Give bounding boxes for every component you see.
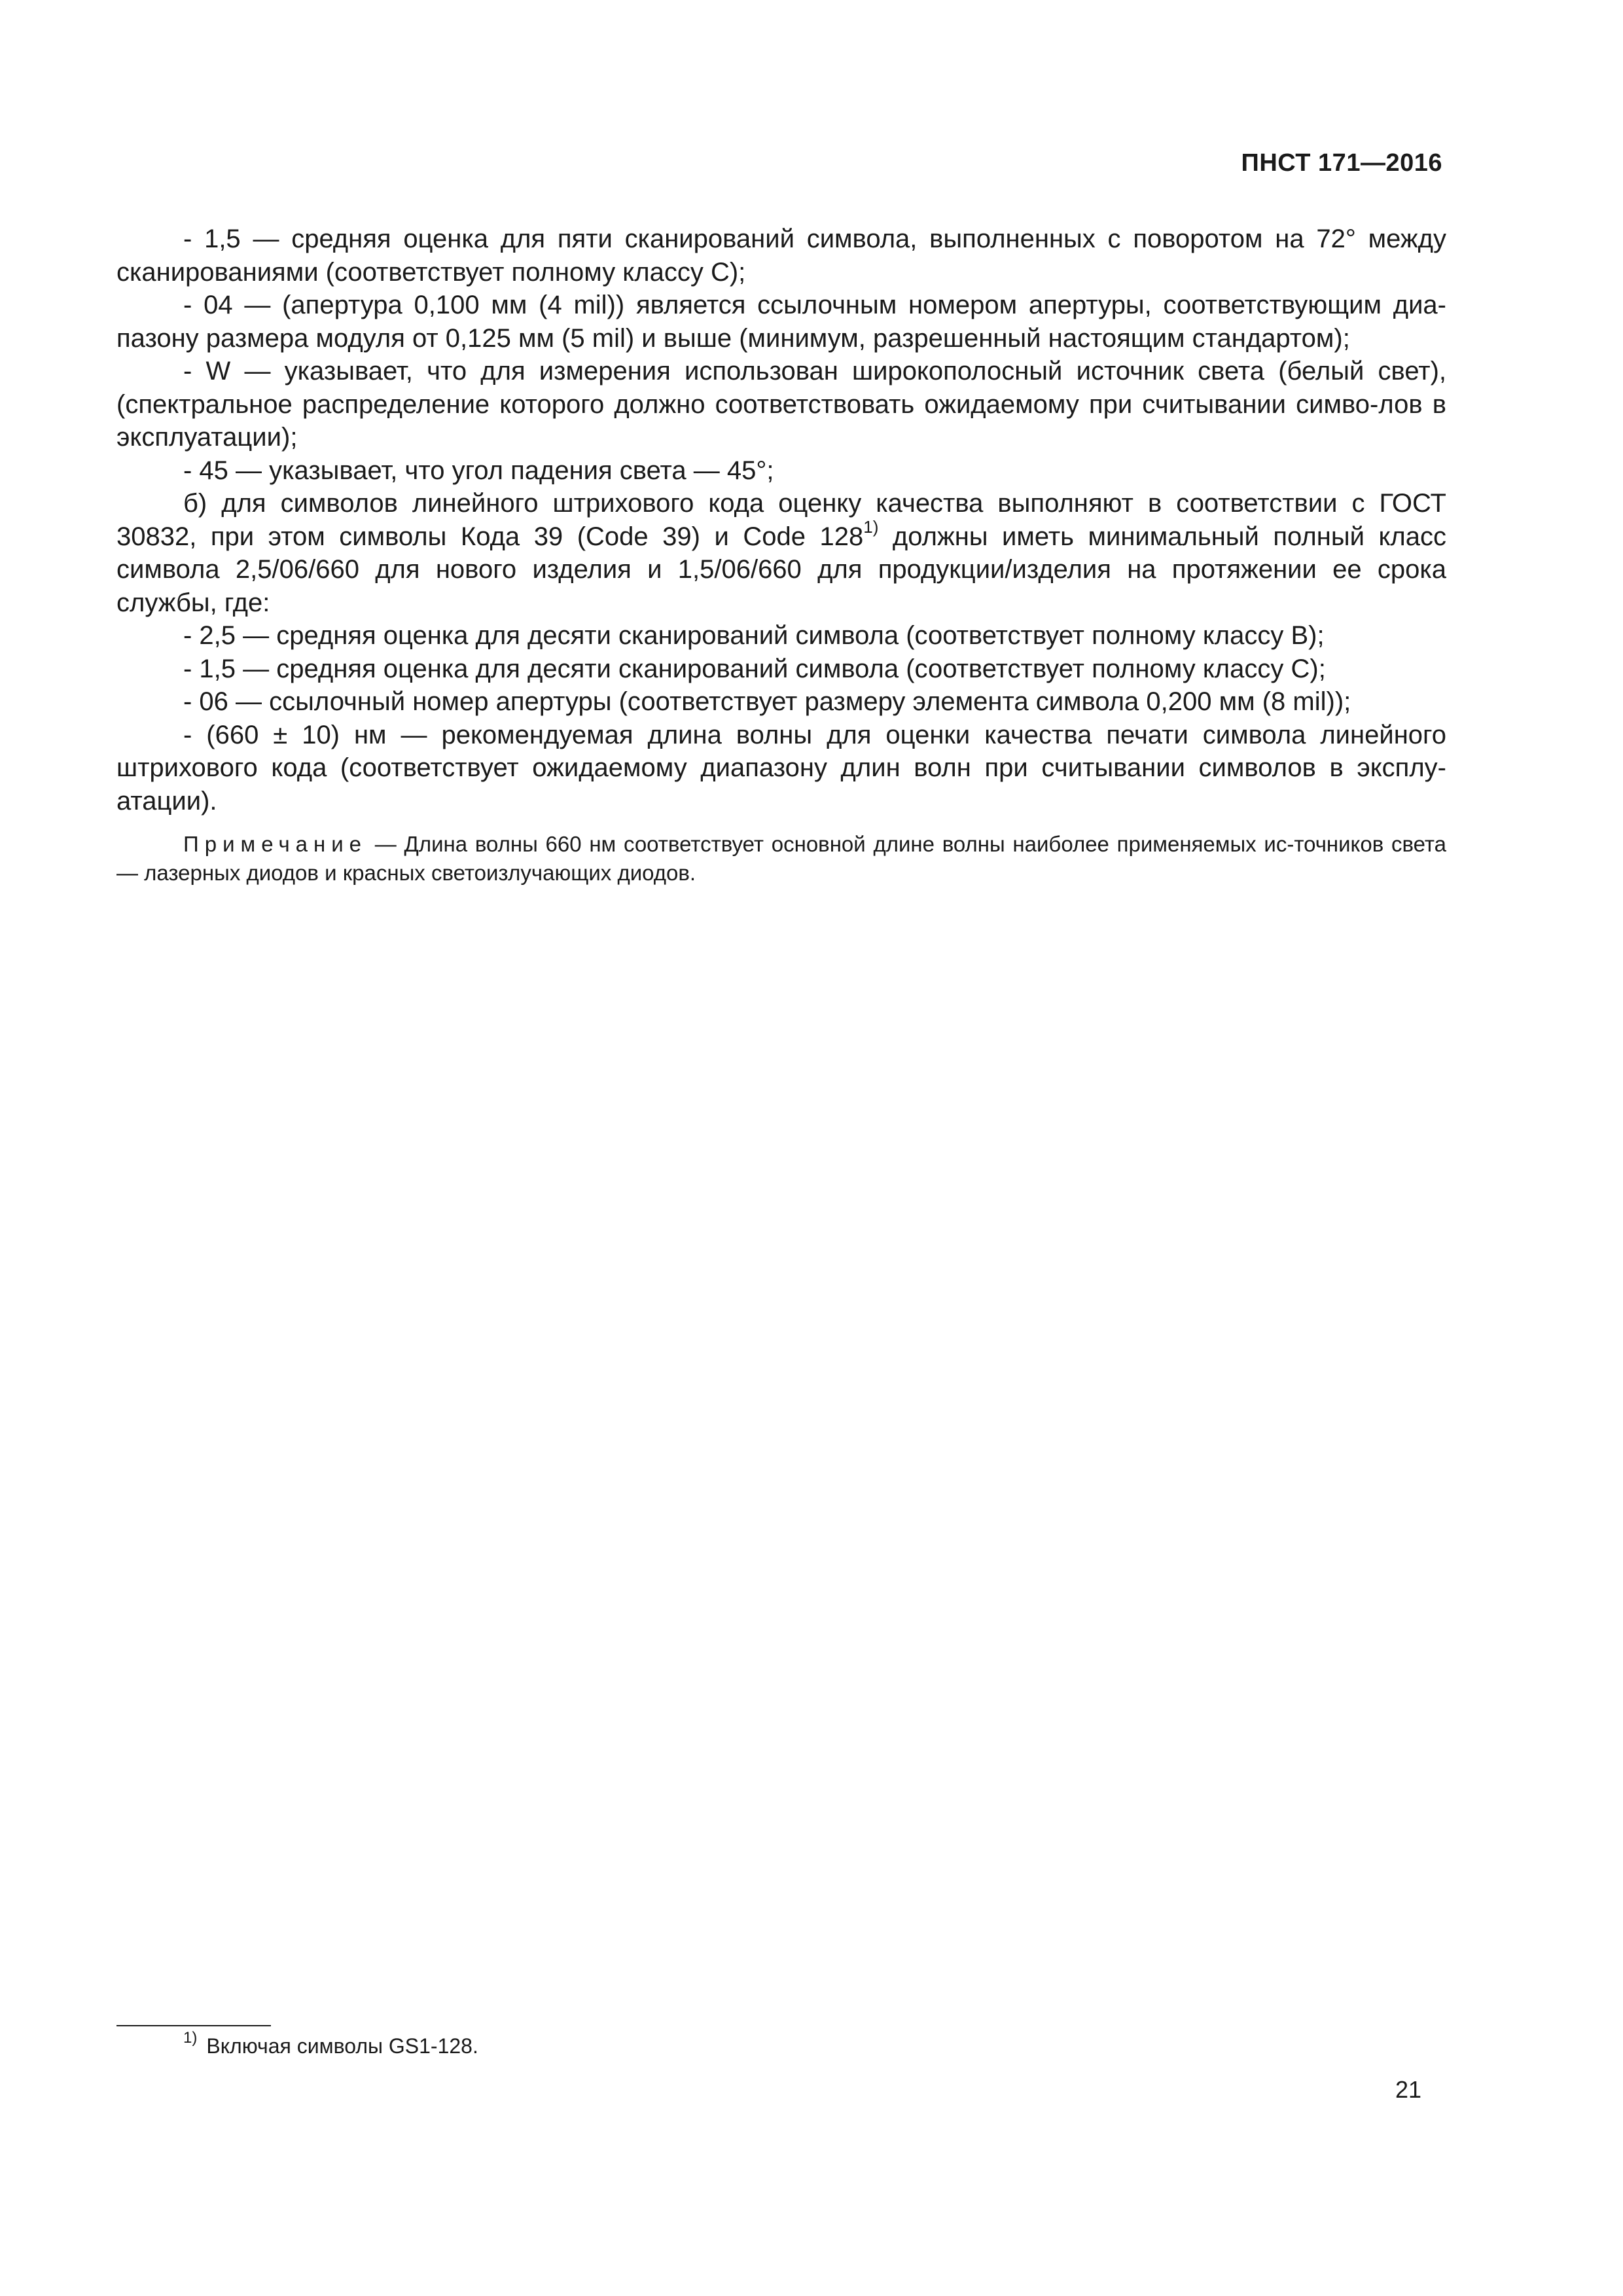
- note-label: Примечание: [183, 832, 368, 856]
- page-header: ПНСТ 171—2016: [1241, 149, 1442, 177]
- paragraph-item-wavelength: - (660 ± 10) нм — рекомендуемая длина волны для оценки качества печати символа линейного штрихового кода (соответствует ожидаемому диапазону длин волн при считывании символов в эксплу-атации).: [116, 720, 1446, 816]
- footnote-marker: 1): [183, 2029, 198, 2047]
- page-number: 21: [1395, 2076, 1421, 2103]
- paragraph-item-w-light-source: - W — указывает, что для измерения использован широкополосный источник света (белый свет), (спектральное распределение которого должно соответствовать ожидаемому при считывании симво-лов в эксплуатации);: [116, 357, 1446, 452]
- paragraph-item-45-angle: - 45 — указывает, что угол падения света — 45°;: [183, 456, 774, 485]
- footnote-text: Включая символы GS1-128.: [206, 2034, 478, 2058]
- paragraph-item-1-5-five-scans: - 1,5 — средняя оценка для пяти сканирований символа, выполненных с поворотом на 72° между сканированиями (соответствует полному классу С);: [116, 224, 1446, 287]
- paragraph-item-06-aperture: - 06 — ссылочный номер апертуры (соответствует размеру элемента символа 0,200 мм (8 mil));: [183, 687, 1351, 716]
- paragraph-linear-barcode: [116, 487, 1446, 619]
- document-body: [116, 223, 1446, 817]
- footnote-divider: [116, 2025, 271, 2026]
- paragraph-item-2-5-ten-scans: - 2,5 — средняя оценка для десяти сканирований символа (соответствует полному классу В);: [183, 621, 1325, 650]
- footnote-reference-marker: 1): [863, 517, 879, 537]
- paragraph-linear-barcode-text-before: б) для символов линейного штрихового кода оценку качества выполняют в соответствии с ГОСТ 30832, при этом символы Кода 39 (Code 39) и Code 128: [116, 489, 1446, 551]
- paragraph-linear-barcode-text-after: должны иметь минимальный полный класс символа 2,5/06/660 для нового изделия и 1,5/06/660 для продукции/изделия на протяжении ее срока службы, где:: [116, 522, 1447, 617]
- note-text: — Длина волны 660 нм соответствует основной длине волны наиболее применяемых ис-точников света — лазерных диодов и красных светоизлучающих диодов.: [116, 832, 1446, 885]
- note: [116, 830, 1446, 888]
- paragraph-item-04-aperture: - 04 — (апертура 0,100 мм (4 mil)) является ссылочным номером апертуры, соответствующим диа-пазону размера модуля от 0,125 мм (5 mil) и выше (минимум, разрешенный настоящим стандартом);: [116, 291, 1446, 353]
- footnote: [183, 2029, 478, 2060]
- paragraph-item-1-5-ten-scans: - 1,5 — средняя оценка для десяти сканирований символа (соответствует полному классу С);: [183, 654, 1326, 683]
